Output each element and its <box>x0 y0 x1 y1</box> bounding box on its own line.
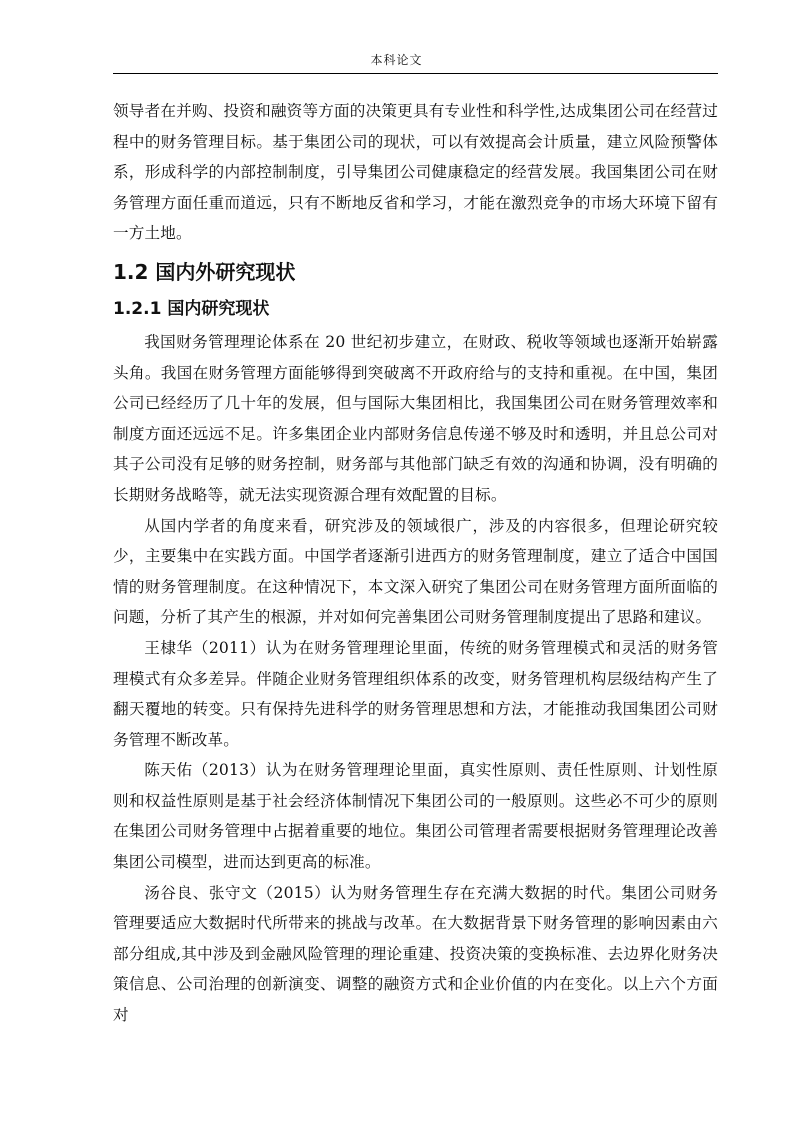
paragraph-5: 汤谷良、张守文（2015）认为财务管理生存在充满大数据的时代。集团公司财务管理要适应大数据时代所带来的挑战与改革。在大数据背景下财务管理的影响因素由六部分组成,其中涉及到金融风险管理的理论重建、投资决策的变换标准、去边界化财务决策信息、公司治理的创新演变、调整的融资方式和企业价值的内在变化。以上六个方面对 <box>113 883 718 1025</box>
section-heading: 1.2 国内外研究现状 <box>113 259 296 284</box>
running-header: 本科论文 <box>370 53 423 67</box>
paragraph-4: 陈天佑（2013）认为在财务管理理论里面，真实性原则、责任性原则、计划性原则和权益性原则是基于社会经济体制情况下集团公司的一般原则。这些必不可少的原则在集团公司财务管理中占据着重要的地位。集团公司管理者需要根据财务管理理论改善集团公司模型，进而达到更高的标准。 <box>113 761 718 872</box>
paragraph-3: 王棣华（2011）认为在财务管理理论里面，传统的财务管理模式和灵活的财务管理模式有众多差异。伴随企业财务管理组织体系的改变，财务管理机构层级结构产生了翻天覆地的转变。只有保持先进科学的财务管理思想和方法，才能推动我国集团公司财务管理不断改革。 <box>113 638 718 749</box>
paragraph-intro: 领导者在并购、投资和融资等方面的决策更具有专业性和科学性,达成集团公司在经营过程中的财务管理目标。基于集团公司的现状，可以有效提高会计质量，建立风险预警体系，形成科学的内部控制制度，引导集团公司健康稳定的经营发展。我国集团公司在财务管理方面任重而道远，只有不断地反省和学习，才能在激烈竞争的市场大环境下留有一方土地。 <box>113 102 718 243</box>
page-body <box>113 96 718 1031</box>
subsection-heading: 1.2.1 国内研究现状 <box>113 298 270 319</box>
paragraph-2: 从国内学者的角度来看，研究涉及的领域很广，涉及的内容很多，但理论研究较少，主要集中在实践方面。中国学者逐渐引进西方的财务管理制度，建立了适合中国国情的财务管理制度。在这种情况下，本文深入研究了集团公司在财务管理方面所面临的问题，分析了其产生的根源，并对如何完善集团公司财务管理制度提出了思路和建议。 <box>113 516 718 627</box>
header-divider <box>113 73 718 74</box>
paragraph-1: 我国财务管理理论体系在 20 世纪初步建立，在财政、税收等领域也逐渐开始崭露头角。我国在财务管理方面能够得到突破离不开政府给与的支持和重视。在中国，集团公司已经经历了几十年的发展，但与国际大集团相比，我国集团公司在财务管理效率和制度方面还远远不足。许多集团企业内部财务信息传递不够及时和透明，并且总公司对其子公司没有足够的财务控制，财务部与其他部门缺乏有效的沟通和协调，没有明确的长期财务战略等，就无法实现资源合理有效配置的目标。 <box>113 332 718 504</box>
